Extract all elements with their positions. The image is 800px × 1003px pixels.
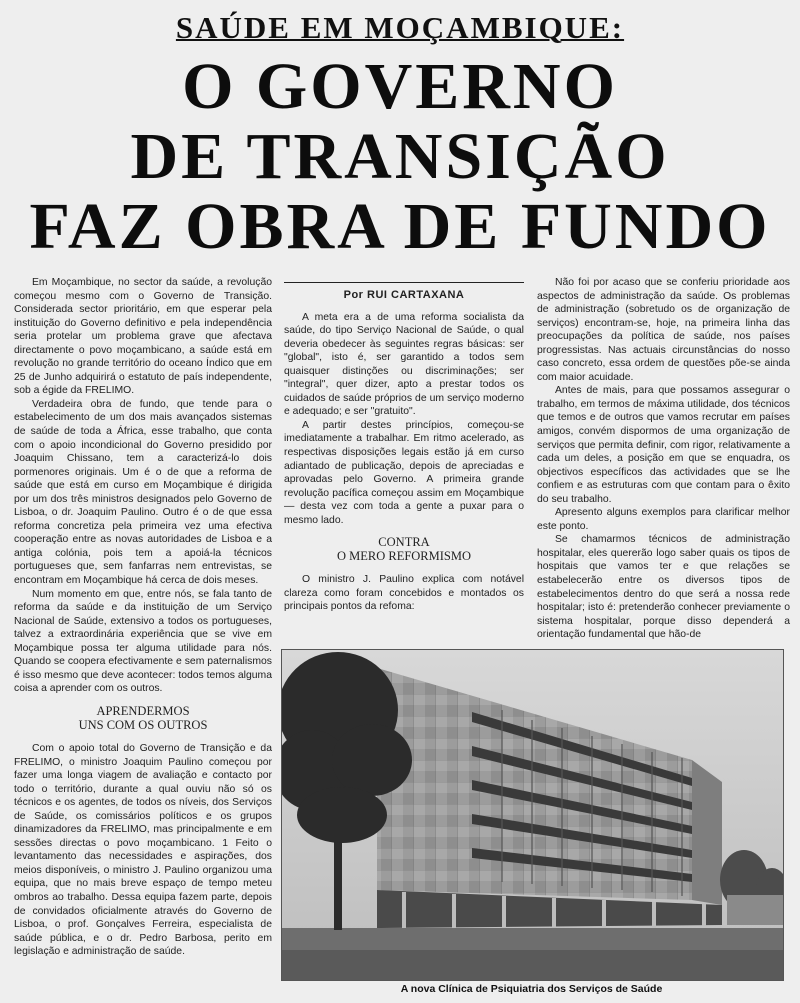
paragraph: Antes de mais, para que possamos assegurar o trabalho, em termos de máxima utilidade, dos técnicos que temos e de outros que vamos recrutar em países amigos, convém dispormos de uma organização de serviços que permita definir, com rigor, relativamente a cada um deles, a posição em que se enquadra, os objectivos específicos das actividades que se lhe confiem e as estruturas com que contam para o êxito do seu trabalho.: [537, 385, 790, 505]
kicker-title: SAÚDE EM MOÇAMBIQUE:: [175, 10, 625, 45]
subhead-line-2: O MERO REFORMISMO: [336, 549, 472, 564]
headline: [0, 52, 800, 262]
headline-line-1: O GOVERNO: [182, 50, 618, 123]
paragraph: Com o apoio total do Governo de Transição e da FRELIMO, o ministro Joaquim Paulino começou por fazer uma longa viagem de avaliação e contacto por todo o território, durante a qual ouviu não só os técnicos e os agentes, de todos os níveis, dos Serviços de Saúde, os comissários políticos e os grupos dinamizadores da FRELIMO, mas principalmente e em sessões directas o povo moçambicano. 1 Feito o levantamento das necessidades e aspirações, dos meios disponíveis, o ministro J. Paulino organizou uma equipa, que no mais breve espaço de tempo meteu ombros ao trabalho. Dessa equipa fazem parte, depois de convidados oficialmente através do Governo de Lisboa, o prof. Gonçalves Ferreira, especialista de saúde pública, e o dr. Pedro Barbosa, perito em legislação e administração de saúde.: [14, 742, 272, 958]
clinic-building-photo: [281, 649, 784, 981]
photo-caption: A nova Clínica de Psiquiatria dos Serviços de Saúde: [400, 983, 663, 995]
headline-line-3: FAZ OBRA DE FUNDO: [29, 190, 771, 263]
building-illustration: [282, 650, 783, 980]
paragraph: Apresento alguns exemplos para clarificar melhor este ponto.: [537, 507, 790, 532]
paragraph: O ministro J. Paulino explica com notável clareza como foram concebidos e montados os principais pontos da refoma:: [284, 574, 524, 613]
subhead-line-1: APRENDERMOS: [96, 703, 190, 718]
paragraph: A partir destes princípios, começou-se imediatamente a trabalhar. Em ritmo acelerado, as respectivas disposições legais estão já em curso adiantado de publicação, depois de apreciadas e aprovadas pelo Governo. A primeira grande revolução pacífica começou assim em Moçambique — desta vez com toda a gente a puxar para o mesmo lado.: [284, 419, 524, 526]
paragraph: A meta era a de uma reforma socialista da saúde, do tipo Serviço Nacional de Saúde, o qual deveria obedecer às seguintes regras básicas: ser "global", isto é, ser garantido a todos sem quaisquer distinções ou discriminações; ser "integral", quer dizer, apto a prestar todos os cuidados de saúde próprios de um serviço moderno e adequado; e ser "gratuito".: [284, 311, 524, 418]
byline: Por RUI CARTAXANA: [343, 289, 465, 301]
subhead-line-2: UNS COM OS OUTROS: [78, 717, 208, 732]
paragraph: Se chamarmos técnicos de administração hospitalar, eles quererão logo saber quais os tipos de hospitais que vamos ter e que relações se estabelecerão entre os diversos tipos de estabelecimentos dentro do que será a nossa rede hospitalar; isto é: pretenderão conhecer previamente o sistema hospitalar, porque disso dependerá a orientação fundamental que hão-de: [537, 534, 790, 641]
subhead-contra: [284, 535, 524, 563]
column-3: [537, 276, 790, 642]
paragraph: Não foi por acaso que se conferiu prioridade aos aspectos de administração da saúde. Os problemas de administração (sobretudo os de organização de serviços) encontram-se, hoje, na primeira linha das preocupações da política de saúde, nos países progressistas. Nas actuais circunstâncias do nosso caso concreto, essa ordem de questões põe-se ainda com maior acuidade.: [537, 277, 790, 383]
paragraph: Em Moçambique, no sector da saúde, a revolução começou mesmo com o Governo de Transição. Considerada sector prioritário, em que esperar pela instituição do Governo definitivo e pela independência seria protelar um problema grave que afectava directamente o povo moçambicano, a saúde está em revolução no grande território do oceano Índico que em 25 de Junho adquirirá o estatuto de país independente, sob a égide da FRELIMO.: [14, 277, 272, 397]
headline-line-2: DE TRANSIÇÃO: [130, 120, 670, 193]
byline-rule: [284, 282, 524, 283]
paragraph: Verdadeira obra de fundo, que tende para o estabelecimento de um dos mais avançados sistemas de saúde de toda a África, esse trabalho, que conta com o apoio incondicional do Governo presidido por Joaquim Chissano, tem a caracterizá-lo dois pormenores originais. Um é o de que a reforma de saúde que está em curso em Moçambique é dirigida por um dos três ministros designados pelo Governo de Lisboa, o dr. Joaquim Paulino. Outro é o de que essa reforma concretiza pela primeira vez uma efectiva cooperação entre as novas autoridades de Lisboa e a antiga colónia, pois tem a apoiá-la técnicos portugueses que, sem fanfarras nem entrevistas, se encontram em Moçambique há cerca de dois meses.: [14, 398, 272, 587]
subhead-line-1: CONTRA: [378, 535, 430, 550]
column-2: [284, 282, 524, 614]
column-1: [14, 276, 272, 959]
subhead-aprendermos: [14, 704, 272, 732]
paragraph: Num momento em que, entre nós, se fala tanto de reforma da saúde e da instituição de um Serviço Nacional de Saúde, extensivo a todos os portugueses, talvez a extraordinária experiência que se vive em Moçambique possa ter alguma utilidade para nós. Quando se coopera efectivamente e sem paternalismos é isso mesmo que deve acontecer: todos temos alguma coisa a aprender com os outros.: [14, 588, 272, 695]
